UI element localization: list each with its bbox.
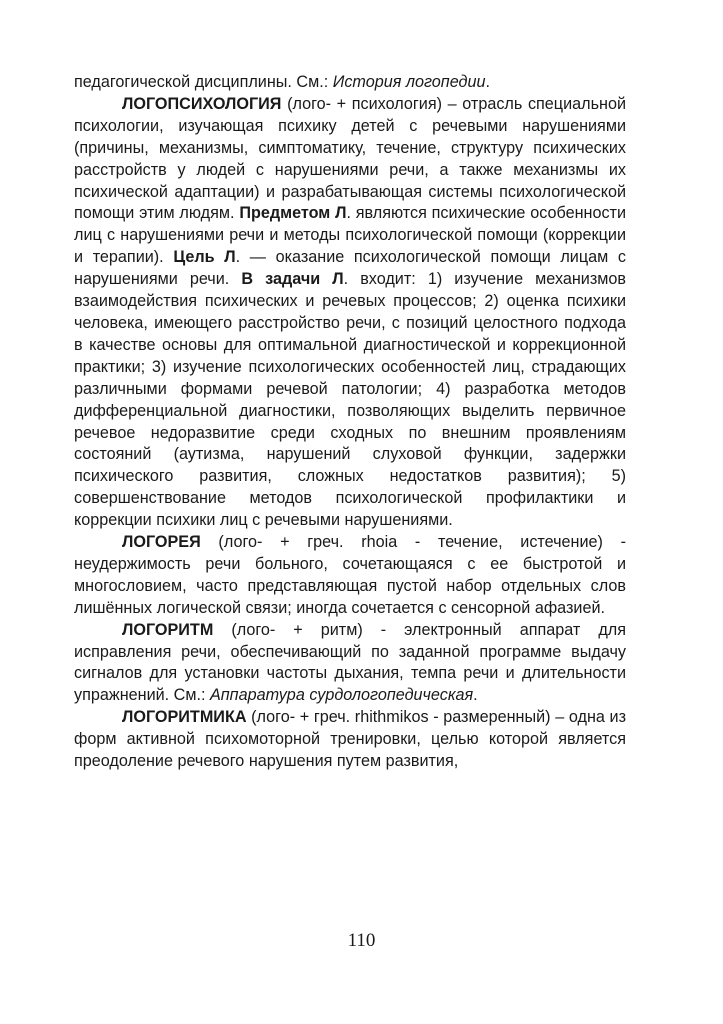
page-text-body bbox=[74, 72, 626, 773]
entry-bold-phrase: Предметом Л bbox=[239, 204, 347, 223]
continuation-paragraph bbox=[74, 72, 626, 94]
entry-logopsychology bbox=[74, 94, 626, 532]
entry-logorhythm bbox=[74, 620, 626, 708]
cross-reference: История логопедии bbox=[332, 73, 486, 91]
entry-text: . bbox=[473, 686, 478, 705]
entry-text: (лого- + ритм) - электронный аппарат для исправления речи, обеспечивающий по заданной программе выдачу сигналов для установки частоты дыхания, темпа речи и длительности упражнений. См.: bbox=[74, 620, 626, 705]
entry-text: . входит: 1) изучение механизмов взаимодействия психических и речевых процессов; 2) оценка психики человека, имеющего расстройство речи, с позиций целостного подхода в качестве основы для оптимальной диагностической и коррекционной практики; 3) изучение психологических особенностей лиц, страдающих различными формами речевой патологии; 4) разработка методов дифференциальной диагностики, позволяющих выделить первичное речевое недоразвитие среди сходных по внешним проявлениям состояний (аутизма, нарушений слуховой функции, задержки психического развития, сложных недостатков развития); 5) совершенствование методов психологической профилактики и коррекции психики лиц с речевыми нарушениями. bbox=[74, 270, 626, 530]
entry-text: . являются психические особенности лиц с нарушениями речи и методы психологической помощи (коррекции и терапии). bbox=[74, 204, 626, 267]
entry-term: ЛОГОРИТМИКА bbox=[122, 708, 247, 727]
entry-text: (лого- + греч. rhoia - течение, истечение) - неудержимость речи больного, сочетающаяся с ее быстротой и многословием, часто представляющая пустой набор отдельных слов лишённых логической связи; иногда сочетается с сенсорной афазией. bbox=[74, 533, 626, 617]
entry-text: (лого- + психология) – отрасль специальной психологии, изучающая психику детей с речевыми нарушениями (причины, механизмы, симптоматику, течение, структуру психических расстройств у людей с нарушениями речи, а также механизмы их психической адаптации) и разрабатывающая системы психологической помощи этим людям. bbox=[74, 94, 626, 223]
entry-term: ЛОГОРИТМ bbox=[122, 620, 214, 639]
entry-logorhythmics bbox=[74, 707, 626, 773]
entry-text: (лого- + греч. rhithmikos - размеренный) – одна из форм активной психомоторной тренировки, целью которой является преодоление речевого нарушения путем развития, bbox=[74, 708, 626, 771]
entry-bold-phrase: Цель Л bbox=[173, 248, 236, 267]
entry-term: ЛОГОПСИХОЛОГИЯ bbox=[122, 94, 282, 113]
cross-reference: Аппаратура сурдологопедическая bbox=[209, 686, 474, 705]
entry-bold-phrase: В задачи Л bbox=[241, 270, 344, 289]
page-number: 110 bbox=[347, 930, 376, 951]
entry-term: ЛОГОРЕЯ bbox=[122, 533, 201, 552]
continuation-text: педагогической дисциплины. См.: bbox=[74, 73, 333, 91]
entry-text: . — оказание психологической помощи лицам с нарушениями речи. bbox=[74, 248, 626, 289]
entry-logorrhea bbox=[74, 532, 626, 620]
continuation-tail: . bbox=[485, 73, 490, 91]
